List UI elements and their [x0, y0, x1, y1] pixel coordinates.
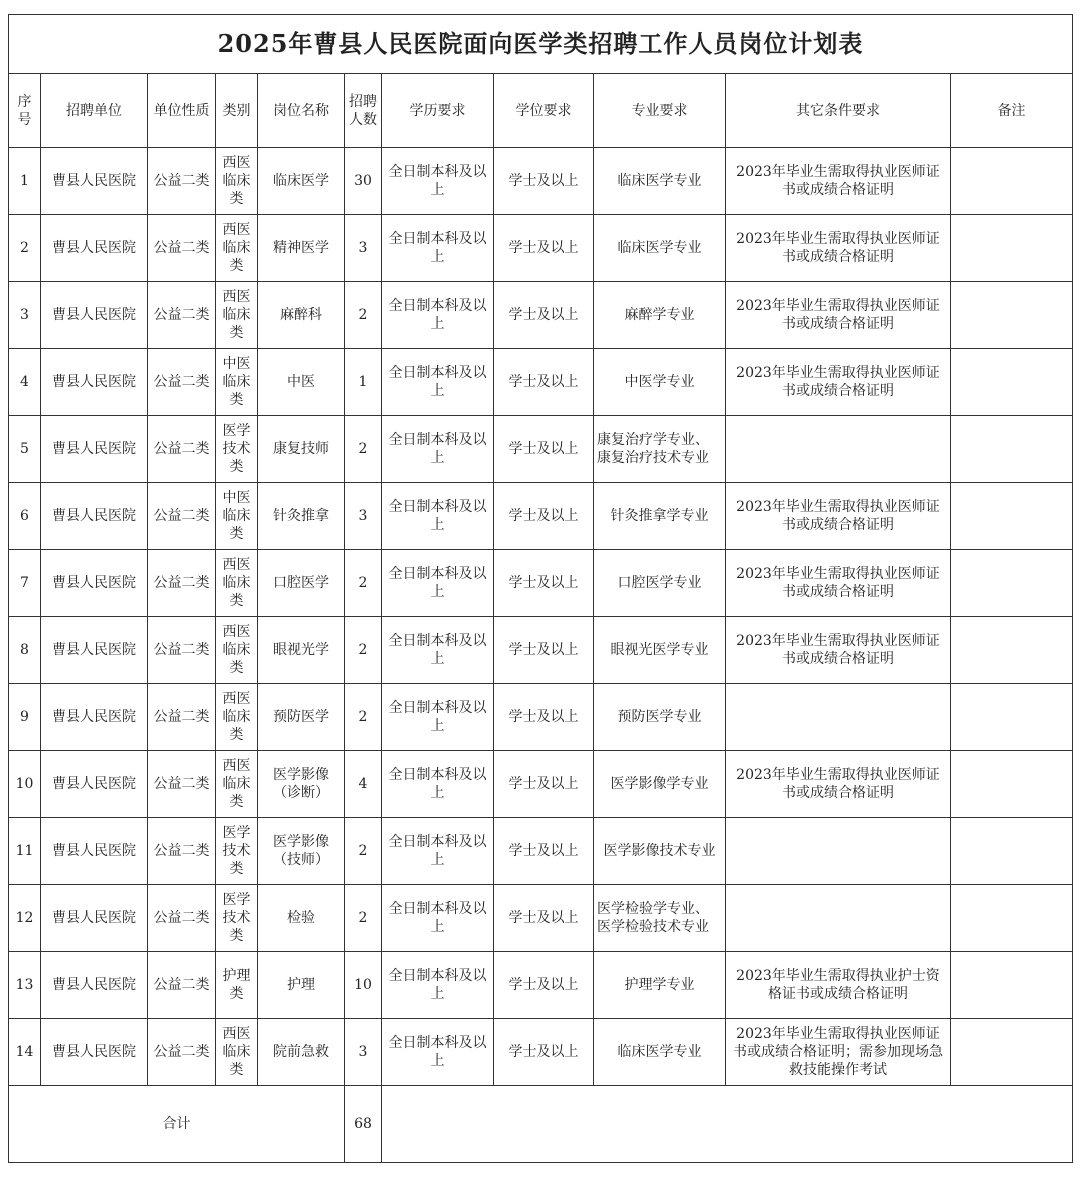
cell-seq: 11 [9, 818, 41, 885]
cell-remark [951, 751, 1073, 818]
cell-major: 医学检验学专业、医学检验技术专业 [594, 885, 726, 952]
total-row [9, 1086, 1073, 1163]
cell-remark [951, 483, 1073, 550]
cell-nature: 公益二类 [148, 751, 216, 818]
cell-education: 全日制本科及以上 [382, 684, 494, 751]
cell-unit: 曹县人民医院 [41, 282, 148, 349]
cell-major: 麻醉学专业 [594, 282, 726, 349]
cell-other [726, 885, 951, 952]
total-blank [382, 1086, 1073, 1163]
table-row [9, 483, 1073, 550]
cell-major: 口腔医学专业 [594, 550, 726, 617]
cell-seq: 4 [9, 349, 41, 416]
cell-position: 临床医学 [258, 148, 345, 215]
header-count: 招聘人数 [345, 74, 382, 148]
cell-degree: 学士及以上 [494, 550, 594, 617]
header-other: 其它条件要求 [726, 74, 951, 148]
cell-seq: 14 [9, 1019, 41, 1086]
cell-major: 医学影像技术专业 [594, 818, 726, 885]
cell-count: 2 [345, 550, 382, 617]
cell-seq: 6 [9, 483, 41, 550]
header-category: 类别 [216, 74, 258, 148]
cell-nature: 公益二类 [148, 148, 216, 215]
cell-major: 康复治疗学专业、康复治疗技术专业 [594, 416, 726, 483]
cell-degree: 学士及以上 [494, 1019, 594, 1086]
cell-seq: 1 [9, 148, 41, 215]
header-row [9, 74, 1073, 148]
cell-degree: 学士及以上 [494, 282, 594, 349]
cell-other: 2023年毕业生需取得执业医师证书或成绩合格证明 [726, 617, 951, 684]
cell-remark [951, 885, 1073, 952]
cell-count: 2 [345, 885, 382, 952]
cell-nature: 公益二类 [148, 952, 216, 1019]
header-education: 学历要求 [382, 74, 494, 148]
cell-category: 医学技术类 [216, 818, 258, 885]
cell-other: 2023年毕业生需取得执业医师证书或成绩合格证明；需参加现场急救技能操作考试 [726, 1019, 951, 1086]
cell-degree: 学士及以上 [494, 751, 594, 818]
cell-other: 2023年毕业生需取得执业医师证书或成绩合格证明 [726, 550, 951, 617]
cell-nature: 公益二类 [148, 416, 216, 483]
cell-degree: 学士及以上 [494, 617, 594, 684]
cell-count: 3 [345, 1019, 382, 1086]
table-body [9, 148, 1073, 1086]
cell-major: 中医学专业 [594, 349, 726, 416]
cell-category: 西医临床类 [216, 550, 258, 617]
cell-nature: 公益二类 [148, 1019, 216, 1086]
cell-position: 康复技师 [258, 416, 345, 483]
cell-seq: 3 [9, 282, 41, 349]
cell-unit: 曹县人民医院 [41, 550, 148, 617]
cell-other: 2023年毕业生需取得执业医师证书或成绩合格证明 [726, 215, 951, 282]
cell-major: 临床医学专业 [594, 148, 726, 215]
cell-count: 10 [345, 952, 382, 1019]
cell-count: 2 [345, 818, 382, 885]
cell-seq: 7 [9, 550, 41, 617]
cell-education: 全日制本科及以上 [382, 1019, 494, 1086]
table-row [9, 550, 1073, 617]
cell-degree: 学士及以上 [494, 215, 594, 282]
cell-remark [951, 416, 1073, 483]
cell-major: 临床医学专业 [594, 1019, 726, 1086]
cell-position: 口腔医学 [258, 550, 345, 617]
cell-degree: 学士及以上 [494, 818, 594, 885]
table-row [9, 1019, 1073, 1086]
cell-position: 针灸推拿 [258, 483, 345, 550]
cell-other: 2023年毕业生需取得执业医师证书或成绩合格证明 [726, 282, 951, 349]
header-nature: 单位性质 [148, 74, 216, 148]
cell-education: 全日制本科及以上 [382, 148, 494, 215]
cell-education: 全日制本科及以上 [382, 818, 494, 885]
cell-count: 2 [345, 282, 382, 349]
table-row [9, 148, 1073, 215]
cell-unit: 曹县人民医院 [41, 818, 148, 885]
cell-category: 中医临床类 [216, 349, 258, 416]
cell-unit: 曹县人民医院 [41, 617, 148, 684]
cell-degree: 学士及以上 [494, 349, 594, 416]
cell-degree: 学士及以上 [494, 416, 594, 483]
cell-unit: 曹县人民医院 [41, 1019, 148, 1086]
cell-education: 全日制本科及以上 [382, 885, 494, 952]
total-label: 合计 [9, 1086, 345, 1163]
header-degree: 学位要求 [494, 74, 594, 148]
cell-count: 1 [345, 349, 382, 416]
recruitment-plan-sheet [8, 14, 1072, 1163]
cell-education: 全日制本科及以上 [382, 483, 494, 550]
cell-category: 西医临床类 [216, 1019, 258, 1086]
cell-position: 麻醉科 [258, 282, 345, 349]
cell-degree: 学士及以上 [494, 885, 594, 952]
cell-education: 全日制本科及以上 [382, 349, 494, 416]
cell-unit: 曹县人民医院 [41, 416, 148, 483]
cell-education: 全日制本科及以上 [382, 751, 494, 818]
cell-nature: 公益二类 [148, 349, 216, 416]
table-row [9, 215, 1073, 282]
cell-position: 医学影像（技师） [258, 818, 345, 885]
header-unit: 招聘单位 [41, 74, 148, 148]
cell-position: 院前急救 [258, 1019, 345, 1086]
cell-major: 针灸推拿学专业 [594, 483, 726, 550]
cell-education: 全日制本科及以上 [382, 550, 494, 617]
recruitment-table [8, 14, 1073, 1163]
cell-seq: 9 [9, 684, 41, 751]
cell-remark [951, 215, 1073, 282]
table-row [9, 952, 1073, 1019]
cell-major: 护理学专业 [594, 952, 726, 1019]
table-row [9, 349, 1073, 416]
header-remark: 备注 [951, 74, 1073, 148]
cell-degree: 学士及以上 [494, 148, 594, 215]
cell-unit: 曹县人民医院 [41, 684, 148, 751]
cell-nature: 公益二类 [148, 550, 216, 617]
cell-count: 3 [345, 483, 382, 550]
cell-unit: 曹县人民医院 [41, 349, 148, 416]
cell-remark [951, 1019, 1073, 1086]
cell-nature: 公益二类 [148, 885, 216, 952]
cell-seq: 8 [9, 617, 41, 684]
cell-category: 医学技术类 [216, 416, 258, 483]
cell-count: 2 [345, 617, 382, 684]
cell-category: 中医临床类 [216, 483, 258, 550]
cell-category: 西医临床类 [216, 617, 258, 684]
cell-seq: 12 [9, 885, 41, 952]
cell-position: 护理 [258, 952, 345, 1019]
cell-count: 30 [345, 148, 382, 215]
cell-remark [951, 684, 1073, 751]
header-major: 专业要求 [594, 74, 726, 148]
cell-count: 3 [345, 215, 382, 282]
cell-nature: 公益二类 [148, 818, 216, 885]
cell-unit: 曹县人民医院 [41, 751, 148, 818]
cell-position: 医学影像（诊断） [258, 751, 345, 818]
cell-major: 眼视光医学专业 [594, 617, 726, 684]
cell-remark [951, 818, 1073, 885]
cell-nature: 公益二类 [148, 282, 216, 349]
cell-nature: 公益二类 [148, 215, 216, 282]
cell-degree: 学士及以上 [494, 483, 594, 550]
cell-category: 西医临床类 [216, 751, 258, 818]
cell-remark [951, 952, 1073, 1019]
table-row [9, 282, 1073, 349]
cell-seq: 2 [9, 215, 41, 282]
cell-other: 2023年毕业生需取得执业医师证书或成绩合格证明 [726, 483, 951, 550]
cell-degree: 学士及以上 [494, 952, 594, 1019]
total-count: 68 [345, 1086, 382, 1163]
header-position: 岗位名称 [258, 74, 345, 148]
table-row [9, 885, 1073, 952]
cell-nature: 公益二类 [148, 483, 216, 550]
cell-remark [951, 282, 1073, 349]
cell-count: 2 [345, 684, 382, 751]
cell-position: 眼视光学 [258, 617, 345, 684]
cell-position: 检验 [258, 885, 345, 952]
cell-education: 全日制本科及以上 [382, 215, 494, 282]
cell-category: 西医临床类 [216, 148, 258, 215]
cell-count: 4 [345, 751, 382, 818]
cell-position: 中医 [258, 349, 345, 416]
cell-unit: 曹县人民医院 [41, 952, 148, 1019]
cell-degree: 学士及以上 [494, 684, 594, 751]
cell-other: 2023年毕业生需取得执业护士资格证书或成绩合格证明 [726, 952, 951, 1019]
cell-seq: 10 [9, 751, 41, 818]
page-title: 2025年曹县人民医院面向医学类招聘工作人员岗位计划表 [9, 15, 1073, 74]
cell-nature: 公益二类 [148, 617, 216, 684]
cell-position: 精神医学 [258, 215, 345, 282]
cell-count: 2 [345, 416, 382, 483]
table-row [9, 751, 1073, 818]
header-seq: 序号 [9, 74, 41, 148]
cell-seq: 5 [9, 416, 41, 483]
cell-unit: 曹县人民医院 [41, 215, 148, 282]
cell-remark [951, 148, 1073, 215]
cell-remark [951, 349, 1073, 416]
cell-education: 全日制本科及以上 [382, 952, 494, 1019]
cell-category: 西医临床类 [216, 684, 258, 751]
cell-other [726, 818, 951, 885]
cell-nature: 公益二类 [148, 684, 216, 751]
cell-unit: 曹县人民医院 [41, 483, 148, 550]
cell-education: 全日制本科及以上 [382, 617, 494, 684]
cell-major: 临床医学专业 [594, 215, 726, 282]
cell-category: 医学技术类 [216, 885, 258, 952]
cell-remark [951, 617, 1073, 684]
cell-education: 全日制本科及以上 [382, 416, 494, 483]
cell-position: 预防医学 [258, 684, 345, 751]
cell-other: 2023年毕业生需取得执业医师证书或成绩合格证明 [726, 349, 951, 416]
cell-other: 2023年毕业生需取得执业医师证书或成绩合格证明 [726, 148, 951, 215]
table-row [9, 818, 1073, 885]
cell-major: 预防医学专业 [594, 684, 726, 751]
table-row [9, 617, 1073, 684]
cell-category: 护理类 [216, 952, 258, 1019]
cell-education: 全日制本科及以上 [382, 282, 494, 349]
cell-unit: 曹县人民医院 [41, 885, 148, 952]
cell-category: 西医临床类 [216, 215, 258, 282]
cell-major: 医学影像学专业 [594, 751, 726, 818]
cell-category: 西医临床类 [216, 282, 258, 349]
cell-other [726, 684, 951, 751]
cell-other [726, 416, 951, 483]
cell-remark [951, 550, 1073, 617]
table-row [9, 416, 1073, 483]
cell-seq: 13 [9, 952, 41, 1019]
cell-unit: 曹县人民医院 [41, 148, 148, 215]
table-row [9, 684, 1073, 751]
cell-other: 2023年毕业生需取得执业医师证书或成绩合格证明 [726, 751, 951, 818]
